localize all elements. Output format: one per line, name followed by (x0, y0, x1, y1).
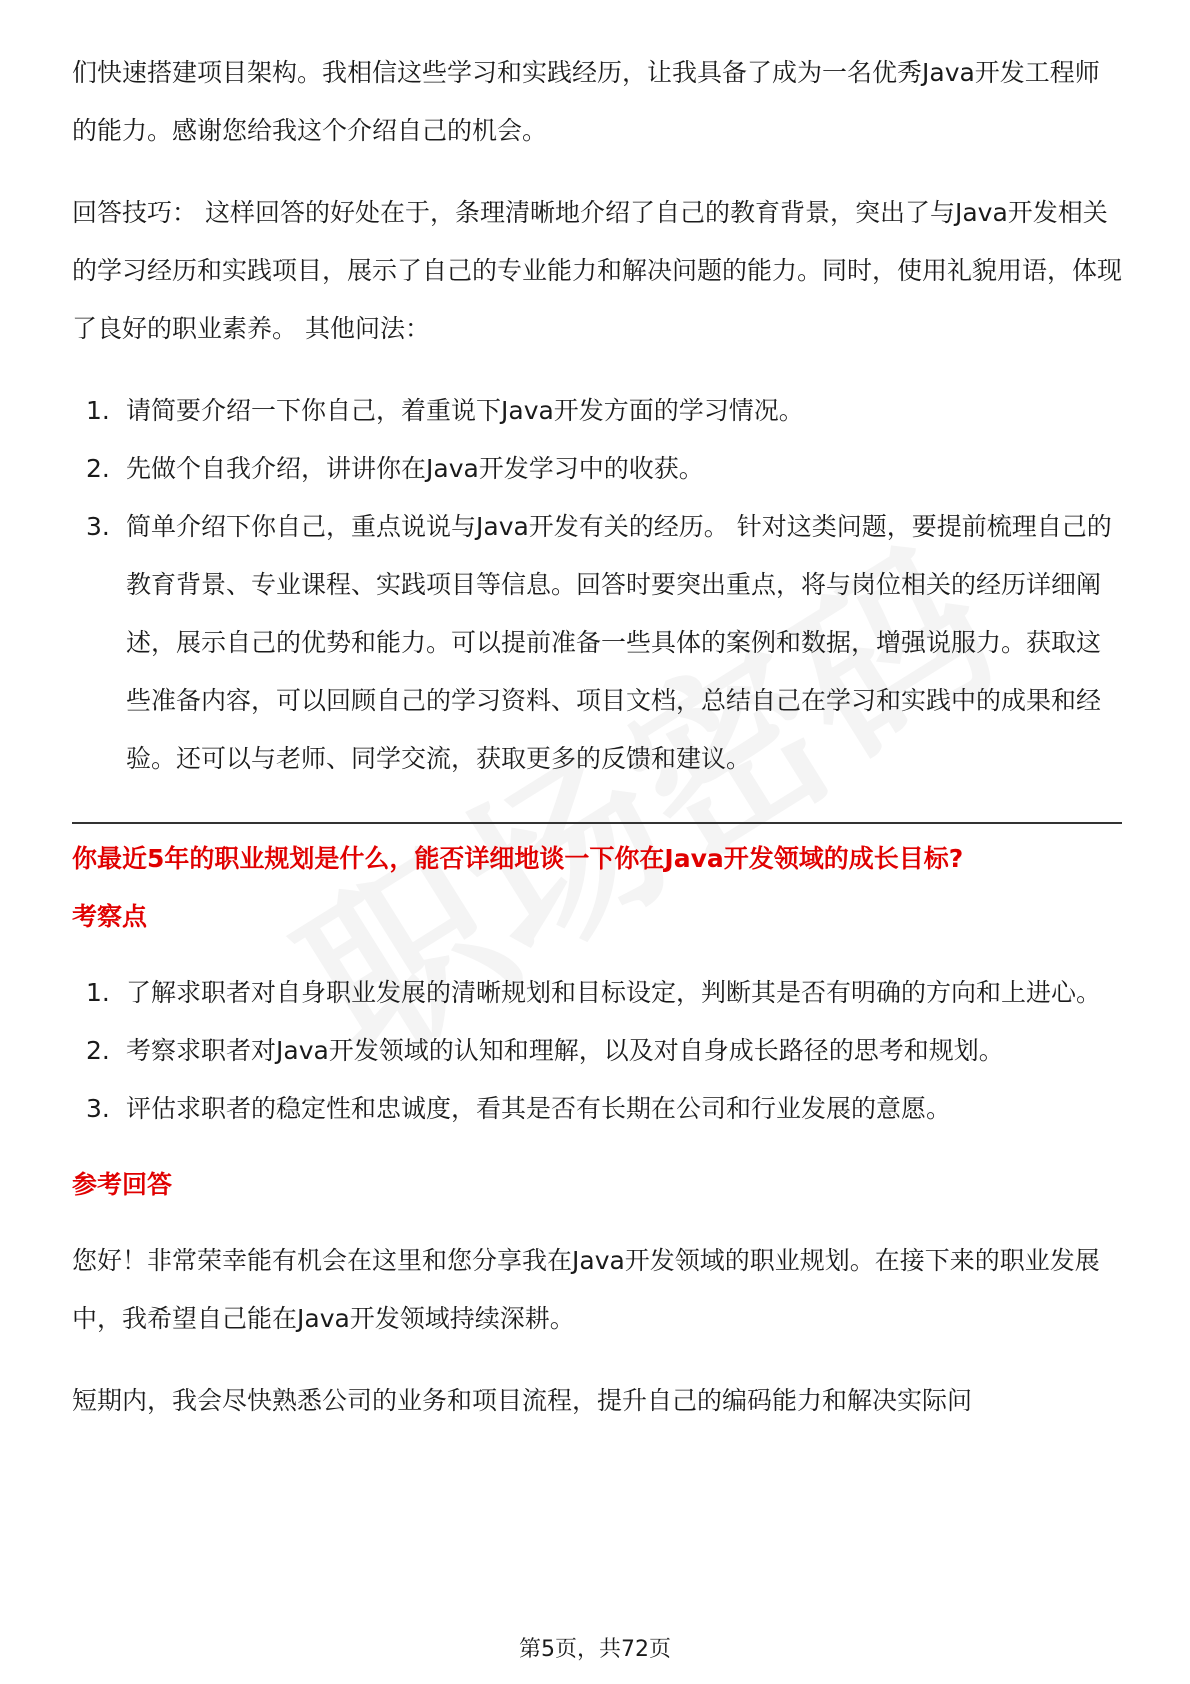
points-list (72, 964, 1122, 1138)
list-text: 考察求职者对Java开发领域的认知和理解，以及对自身成长路径的思考和规划。 (126, 1036, 1004, 1065)
points-label: 考察点 (72, 902, 148, 931)
list-text: 评估求职者的稳定性和忠诚度，看其是否有长期在公司和行业发展的意愿。 (126, 1094, 952, 1123)
list-number: 1. (86, 978, 110, 1007)
list-number: 2. (86, 454, 110, 483)
answer-paragraph: 您好！非常荣幸能有机会在这里和您分享我在Java开发领域的职业规划。在接下来的职业发展中，我希望自己能在Java开发领域持续深耕。 (72, 1246, 1100, 1333)
list-number: 3. (86, 1094, 110, 1123)
tips-paragraph: 回答技巧： 这样回答的好处在于，条理清晰地介绍了自己的教育背景，突出了与Java开发相关的学习经历和实践项目，展示了自己的专业能力和解决问题的能力。同时，使用礼貌用语，体现了良好的职业素养。 其他问法： (72, 198, 1123, 343)
intro-paragraph: 们快速搭建项目架构。我相信这些学习和实践经历，让我具备了成为一名优秀Java开发工程师的能力。感谢您给我这个介绍自己的机会。 (72, 58, 1100, 145)
list-text: 请简要介绍一下你自己，着重说下Java开发方面的学习情况。 (126, 396, 804, 425)
list-number: 3. (86, 512, 110, 541)
page-content (72, 44, 1122, 1430)
page-footer: 第5页，共72页 (519, 1637, 671, 1662)
answer-paragraph: 短期内，我会尽快熟悉公司的业务和项目流程，提升自己的编码能力和解决实际问 (72, 1386, 973, 1415)
list-item (72, 1022, 1122, 1080)
list-text: 简单介绍下你自己，重点说说与Java开发有关的经历。 针对这类问题，要提前梳理自己的教育背景、专业课程、实践项目等信息。回答时要突出重点，将与岗位相关的经历详细阐述，展示自己的优势和能力。可以提前准备一些具体的案例和数据，增强说服力。获取这些准备内容，可以回顾自己的学习资料、项目文档，总结自己在学习和实践中的成果和经验。还可以与老师、同学交流，获取更多的反馈和建议。 (126, 512, 1112, 773)
list-number: 1. (86, 396, 110, 425)
list-text: 了解求职者对自身职业发展的清晰规划和目标设定，判断其是否有明确的方向和上进心。 (126, 978, 1102, 1007)
list-item (72, 964, 1122, 1022)
alt-questions-list (72, 382, 1122, 788)
list-item (72, 440, 1122, 498)
list-text: 先做个自我介绍，讲讲你在Java开发学习中的收获。 (126, 454, 704, 483)
section-divider (72, 822, 1122, 824)
list-item (72, 382, 1122, 440)
answer-label: 参考回答 (72, 1170, 173, 1199)
list-item (72, 1080, 1122, 1138)
list-item (72, 498, 1122, 788)
list-number: 2. (86, 1036, 110, 1065)
question-title: 你最近5年的职业规划是什么，能否详细地谈一下你在Java开发领域的成长目标? (72, 844, 964, 873)
